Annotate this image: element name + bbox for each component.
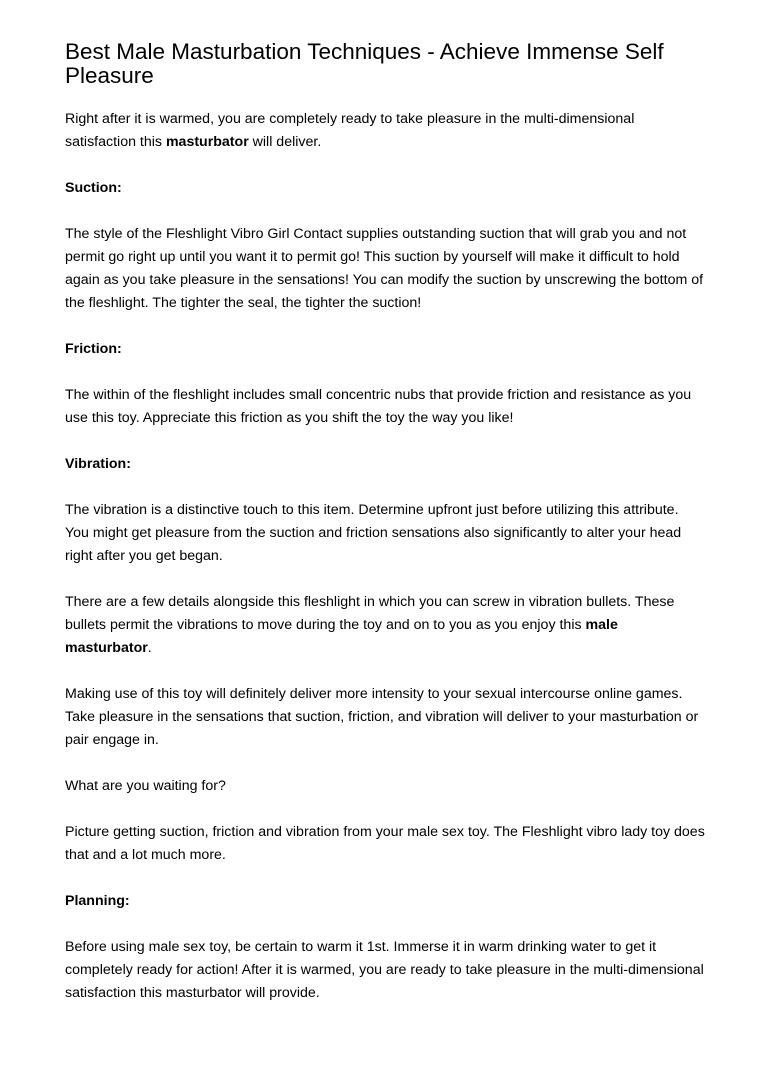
planning-paragraph: Before using male sex toy, be certain to warm it 1st. Immerse it in warm drinking water to get it completely ready for action! After it is warmed, you are ready to take pleasure in the multi-dimensional satisfaction this masturbator will provide. [65, 939, 704, 1001]
intro-paragraph [65, 108, 705, 154]
vibration-paragraph: The vibration is a distinctive touch to this item. Determine upfront just before utilizing this attribute. You might get pleasure from the suction and friction sensations also significantly to alter your head right after you get began. [65, 502, 682, 564]
intro-bold-keyword: masturbator [165, 134, 249, 150]
bullets-text-before: There are a few details alongside this fleshlight in which you can screw in vibration bullets. These bullets permit the vibrations to move during the toy and on to you as you enjoy this [65, 594, 675, 633]
suction-heading: Suction: [65, 180, 122, 196]
picture-paragraph: Picture getting suction, friction and vibration from your male sex toy. The Fleshlight vibro lady toy does that and a lot much more. [65, 824, 705, 863]
waiting-paragraph: What are you waiting for? [65, 778, 226, 794]
intensity-paragraph: Making use of this toy will definitely deliver more intensity to your sexual intercourse online games. Take pleasure in the sensations that suction, friction, and vibration will deliver to your masturbation or pair engage in. [65, 686, 699, 748]
bullets-bold-keyword: male masturbator [65, 617, 618, 656]
intro-text-after: will deliver. [248, 134, 322, 150]
friction-heading: Friction: [65, 341, 122, 357]
planning-heading: Planning: [65, 893, 130, 909]
document-title: Best Male Masturbation Techniques - Achieve Immense Self Pleasure [65, 39, 664, 88]
bullets-text-after: . [147, 640, 152, 656]
vibration-heading: Vibration: [65, 456, 131, 472]
document-page [65, 40, 705, 1028]
intro-text-before: Right after it is warmed, you are completely ready to take pleasure in the multi-dimensional satisfaction this [65, 111, 635, 150]
bullets-paragraph [65, 591, 705, 660]
document-body [65, 108, 705, 1005]
friction-paragraph: The within of the fleshlight includes small concentric nubs that provide friction and resistance as you use this toy. Appreciate this friction as you shift the toy the way you like! [65, 387, 692, 426]
suction-paragraph: The style of the Fleshlight Vibro Girl Contact supplies outstanding suction that will grab you and not permit go right up until you want it to permit go! This suction by yourself will make it difficult to hold again as you take pleasure in the sensations! You can modify the suction by unscrewing the bottom of the fleshlight. The tighter the seal, the tighter the suction! [65, 226, 704, 311]
